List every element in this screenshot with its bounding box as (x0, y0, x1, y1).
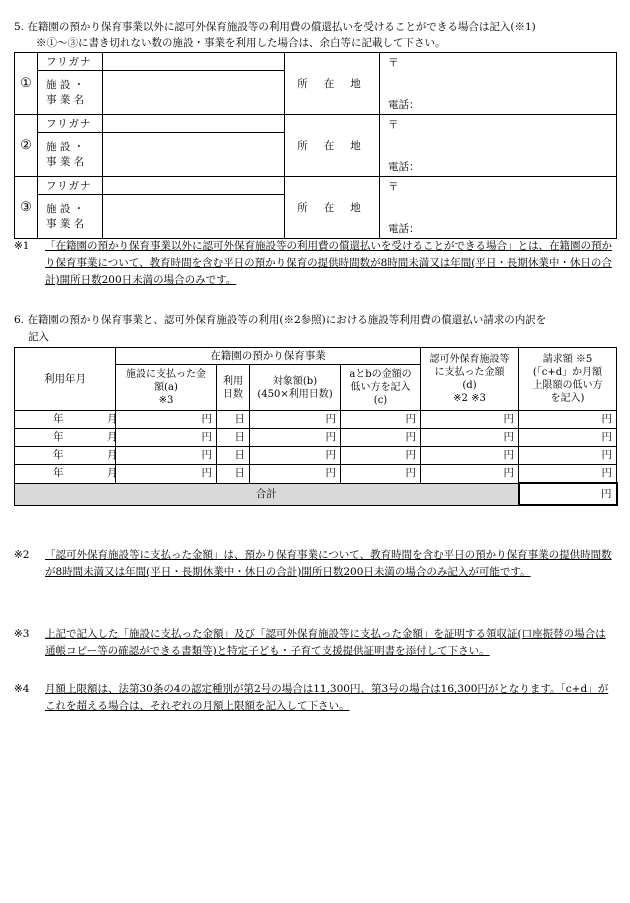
facility-number: ③ (15, 177, 38, 239)
header-target-b: 対象額(b) (450×利用日数) (250, 365, 341, 411)
facility-name-field[interactable] (103, 71, 285, 115)
footnote-2 (14, 547, 616, 581)
facility-name-field[interactable] (103, 195, 285, 239)
header-paid-a: 施設に支払った金 額(a) ※3 (116, 365, 217, 411)
breakdown-row (15, 429, 617, 447)
facility-name-field[interactable] (103, 133, 285, 177)
address-field[interactable] (380, 177, 617, 239)
address-field[interactable] (380, 115, 617, 177)
unlicensed-d-field[interactable]: 円 (421, 447, 519, 465)
target-b-field[interactable]: 円 (250, 447, 341, 465)
breakdown-row (15, 411, 617, 429)
facility-table (14, 52, 617, 239)
paid-a-field[interactable]: 円 (116, 429, 217, 447)
address-label: 所在地 (285, 53, 380, 115)
breakdown-row (15, 447, 617, 465)
header-group: 在籍園の預かり保育事業 (116, 348, 421, 365)
paid-a-field[interactable]: 円 (116, 411, 217, 429)
furigana-label: フリガナ (38, 53, 103, 71)
lower-c-field[interactable]: 円 (341, 411, 421, 429)
days-field[interactable]: 日 (217, 429, 250, 447)
target-b-field[interactable]: 円 (250, 429, 341, 447)
paid-a-field[interactable]: 円 (116, 447, 217, 465)
section6-title: 6. 在籍園の預かり保育事業と、認可外保育施設等の利用(※2参照)における施設等利用費の償還払い請求の内訳を (14, 314, 547, 326)
facility-name-label: 施 設 ・ 事 業 名 (38, 195, 103, 239)
footnote-mark: ※1 (14, 240, 30, 252)
section6-title-cont: 記入 (28, 331, 49, 343)
days-field[interactable]: 日 (217, 465, 250, 484)
furigana-field[interactable] (103, 53, 285, 71)
claim-field[interactable]: 円 (519, 411, 617, 429)
unlicensed-d-field[interactable]: 円 (421, 411, 519, 429)
claim-field[interactable]: 円 (519, 447, 617, 465)
target-b-field[interactable]: 円 (250, 411, 341, 429)
unlicensed-d-field[interactable]: 円 (421, 429, 519, 447)
furigana-field[interactable] (103, 115, 285, 133)
phone-label: 電話： (388, 161, 420, 173)
furigana-field[interactable] (103, 177, 285, 195)
year-month-field[interactable]: 年 月 (15, 447, 116, 465)
footnote-mark: ※4 (14, 683, 30, 695)
footnote-text: 「認可外保育施設等に支払った金額」は、預かり保育事業について、教育時間を含む平日の預かり保育事業の提供時間数が8時間未満又は年間(平日・長期休業中・休日の合計)開所日数200日未満の場合のみ記入が可能です。 (45, 549, 612, 578)
section5-note: ※①～③に書き切れない数の施設・事業を利用した場合は、余白等に記載して下さい。 (36, 37, 446, 49)
breakdown-row (15, 465, 617, 484)
address-label: 所在地 (285, 115, 380, 177)
year-month-field[interactable]: 年 月 (15, 429, 116, 447)
section5-title: 5. 在籍園の預かり保育事業以外に認可外保育施設等の利用費の償還払いを受けることができる場合は記入(※1) (14, 21, 536, 33)
days-field[interactable]: 日 (217, 447, 250, 465)
footnote-text: 「在籍園の預かり保育事業以外に認可外保育施設等の利用費の償還払いを受けることができる場合」とは、在籍園の預かり保育事業について、教育時間を含む平日の預かり保育の提供時間数が8時間未満又は年間(平日・長期休業中・休日の合計)開所日数200日未満の場合のみです。 (45, 240, 612, 286)
postal-mark: 〒 (388, 119, 399, 131)
footnote-4 (14, 681, 616, 715)
furigana-label: フリガナ (38, 177, 103, 195)
lower-c-field[interactable]: 円 (341, 447, 421, 465)
address-field[interactable] (380, 53, 617, 115)
phone-label: 電話： (388, 99, 420, 111)
facility-name-label: 施 設 ・ 事 業 名 (38, 71, 103, 115)
target-b-field[interactable]: 円 (250, 465, 341, 484)
facility-name-label: 施 設 ・ 事 業 名 (38, 133, 103, 177)
year-month-field[interactable]: 年 月 (15, 411, 116, 429)
days-field[interactable]: 日 (217, 411, 250, 429)
lower-c-field[interactable]: 円 (341, 429, 421, 447)
lower-c-field[interactable]: 円 (341, 465, 421, 484)
address-label: 所在地 (285, 177, 380, 239)
phone-label: 電話： (388, 223, 420, 235)
unlicensed-d-field[interactable]: 円 (421, 465, 519, 484)
claim-field[interactable]: 円 (519, 429, 617, 447)
paid-a-field[interactable]: 円 (116, 465, 217, 484)
year-month-field[interactable]: 年 月 (15, 465, 116, 484)
header-claim: 請求額 ※5 (「c+d」か月額 上限額の低い方 を記入) (519, 348, 617, 411)
header-lower-c: aとbの金額の 低い方を記入 (c) (341, 365, 421, 411)
total-field[interactable]: 円 (519, 483, 617, 505)
footnote-text: 月額上限額は、法第30条の4の認定種別が第2号の場合は11,300円、第3号の場合は16,300円がとなります。「c+d」がこれを超える場合は、それぞれの月額上限額を記入して下さい。 (45, 683, 609, 712)
footnote-mark: ※3 (14, 628, 30, 640)
header-month: 利用年月 (15, 348, 116, 411)
footnote-3 (14, 626, 616, 660)
header-days: 利用 日数 (217, 365, 250, 411)
footnote-text: 上記で記入した「施設に支払った金額」及び「認可外保育施設等に支払った金額」を証明する領収証(口座振替の場合は通帳コピー等の確認ができる書類等)と特定子ども・子育て支援提供証明書を添付して下さい。 (45, 628, 606, 657)
postal-mark: 〒 (388, 181, 399, 193)
claim-field[interactable]: 円 (519, 465, 617, 484)
postal-mark: 〒 (388, 57, 399, 69)
header-unlicensed: 認可外保育施設等 に支払った金額 (d) ※2 ※3 (421, 348, 519, 411)
furigana-label: フリガナ (38, 115, 103, 133)
facility-number: ① (15, 53, 38, 115)
footnote-1 (14, 238, 616, 289)
footnote-mark: ※2 (14, 549, 30, 561)
breakdown-table (14, 347, 618, 506)
facility-number: ② (15, 115, 38, 177)
total-label: 合計 (15, 483, 519, 505)
